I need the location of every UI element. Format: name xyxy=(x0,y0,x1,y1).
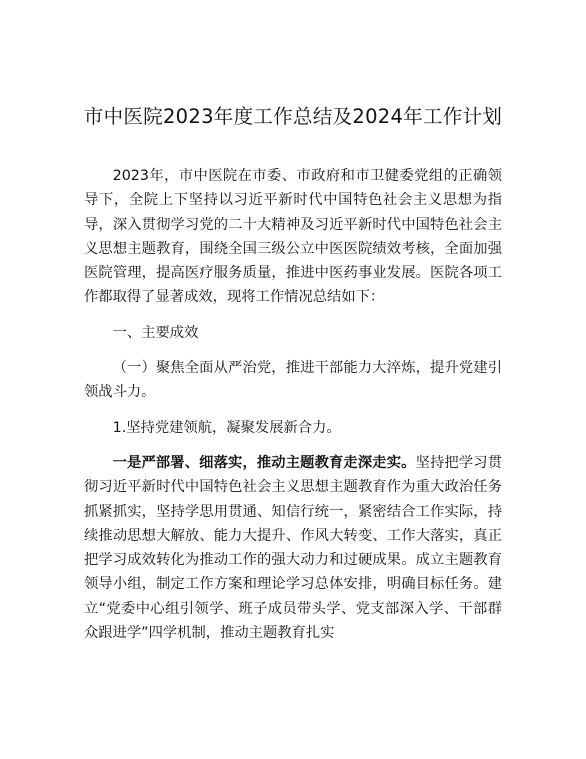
document-body xyxy=(84,164,502,645)
subsection-heading: （一）聚焦全面从严治党，推进干部能力大淬炼，提升党建引领战斗力。 xyxy=(84,360,502,401)
paragraph-lead: 一是严部署、细落实，推动主题教育走深走实。 xyxy=(112,454,416,471)
item-heading: 1.坚持党建领航，凝聚发展新合力。 xyxy=(112,419,341,436)
body-paragraph xyxy=(84,451,502,645)
intro-paragraph: 2023年，市中医院在市委、市政府和市卫健委党组的正确领导下，全院上下坚持以习近平新时代中国特色社会主义思想为指导，深入贯彻学习党的二十大精神及习近平新时代中国特色社会主义思想主题教育，围绕全国三级公立中医医院绩效考核，全面加强医院管理，提高医疗服务质量，推进中医药事业发展。医院各项工作都取得了显著成效，现将工作情况总结如下： xyxy=(84,168,502,306)
paragraph-text: 坚持把学习贯彻习近平新时代中国特色社会主义思想主题教育作为重大政治任务抓紧抓实，坚持学思用贯通、知信行统一，紧密结合工作实际，持续推动思想大解放、能力大提升、作风大转变、工作大落实，真正把学习成效转化为推动工作的强大动力和过硬成果。成立主题教育领导小组，制定工作方案和理论学习总体安排，明确目标任务。建立“党委中心组引领学、班子成员带头学、党支部深入学、干部群众跟进学”四学机制，推动主题教育扎实 xyxy=(84,454,503,642)
section-heading: 一、主要成效 xyxy=(112,324,199,341)
document-title: 市中医院2023年度工作总结及2024年工作计划 xyxy=(83,105,503,128)
